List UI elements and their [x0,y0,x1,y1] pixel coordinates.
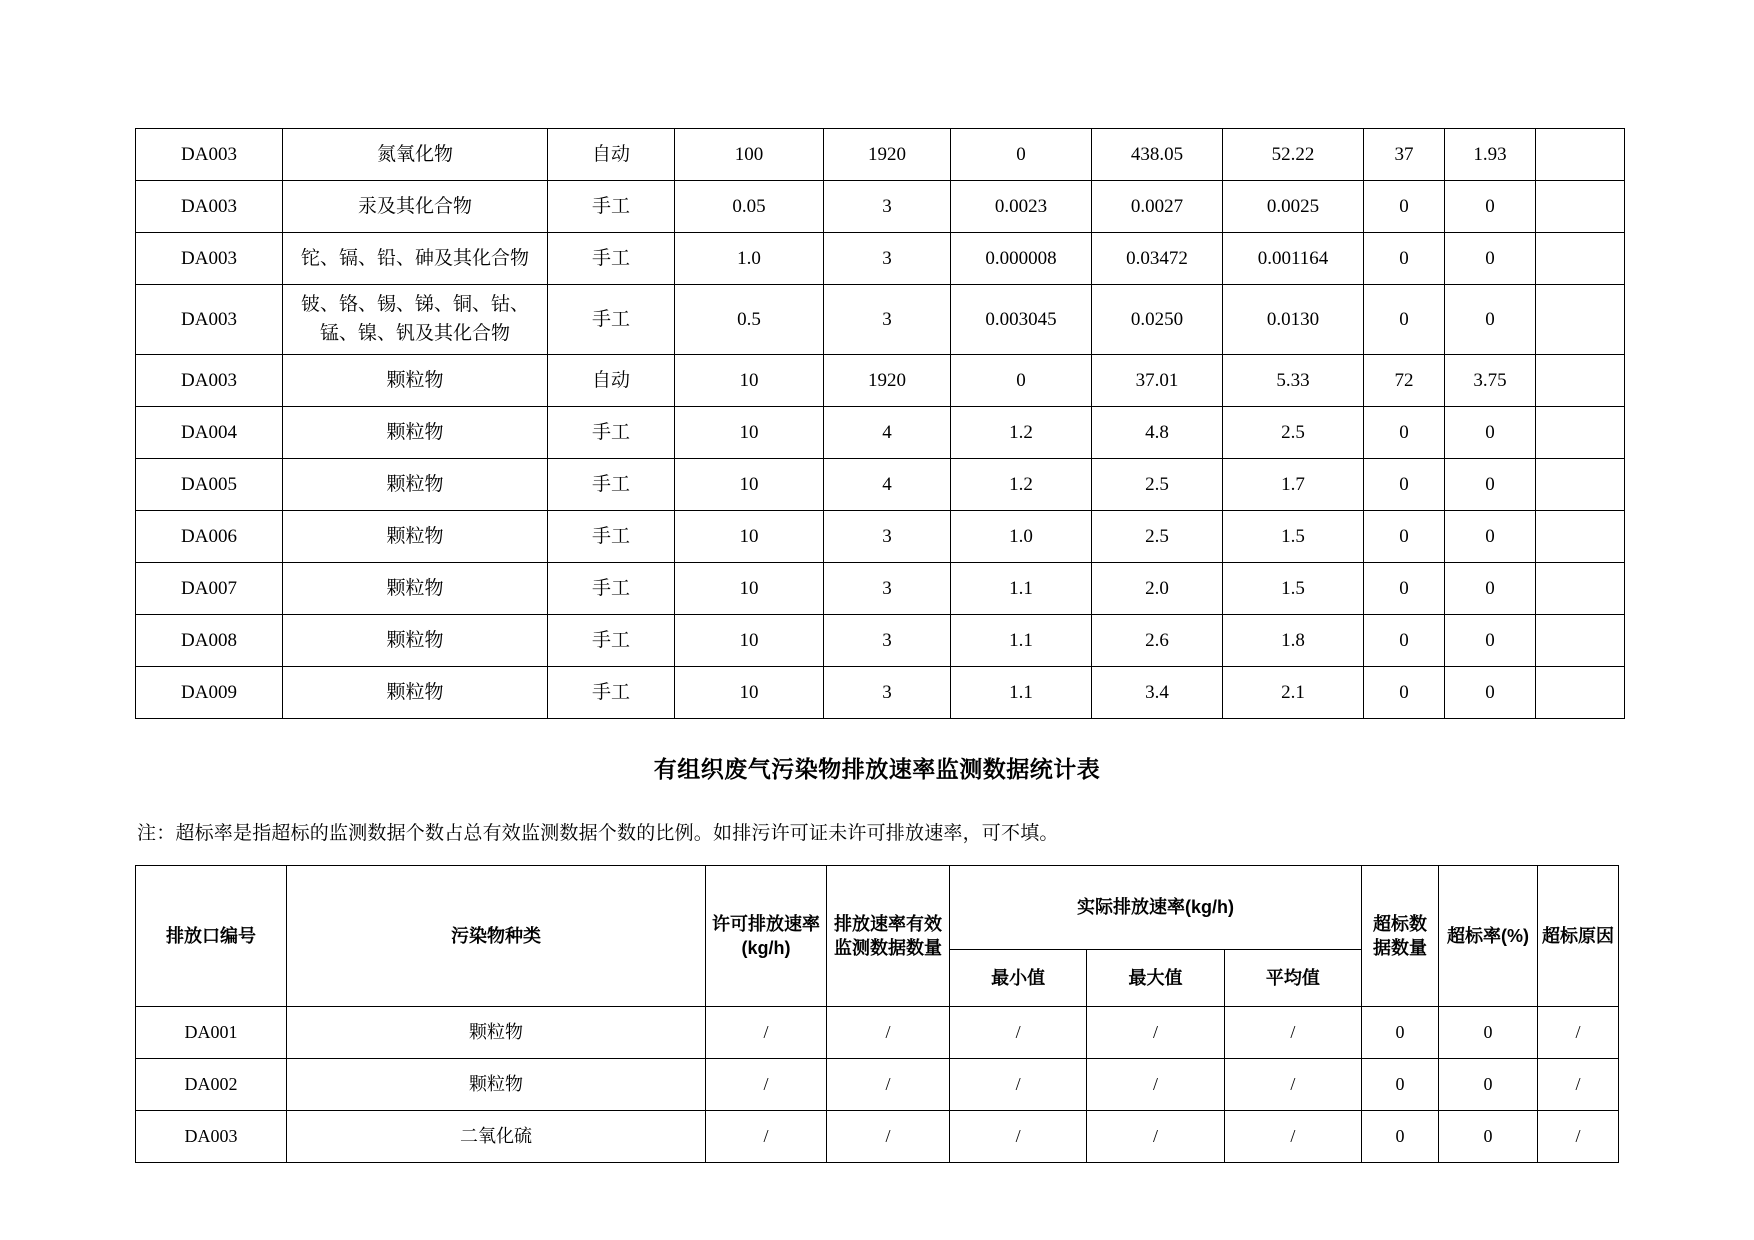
cell-id: DA003 [136,1111,287,1163]
cell-id: DA007 [136,563,283,615]
cell-over: 0 [1364,459,1445,511]
cell-over: 0 [1364,511,1445,563]
cell-id: DA003 [136,181,283,233]
cell-avg: 1.5 [1223,563,1364,615]
cell-type: 颗粒物 [287,1059,706,1111]
cell-min: 0 [951,355,1092,407]
cell-rate: 0 [1445,667,1536,719]
cell-avg: / [1224,1007,1361,1059]
cell-limit: 10 [675,459,824,511]
cell-count: 3 [824,615,951,667]
cell-reason [1536,667,1625,719]
cell-limit: 10 [675,355,824,407]
cell-rate: 0 [1439,1059,1538,1111]
cell-reason: / [1538,1111,1619,1163]
table-row [136,181,1625,233]
table-row [136,407,1625,459]
table-row [136,667,1625,719]
cell-rate: 0 [1445,181,1536,233]
cell-min: 1.2 [951,459,1092,511]
cell-count: 3 [824,667,951,719]
header-min: 最小值 [950,950,1087,1007]
cell-valid: / [827,1111,950,1163]
table-row [136,1059,1619,1111]
cell-type: 汞及其化合物 [283,181,548,233]
header-outlet-id: 排放口编号 [136,866,287,1007]
cell-id: DA006 [136,511,283,563]
cell-max: 0.03472 [1092,233,1223,285]
cell-reason: / [1538,1007,1619,1059]
cell-method: 自动 [548,129,675,181]
cell-avg: 0.0130 [1223,285,1364,355]
cell-count: 4 [824,459,951,511]
cell-reason [1536,285,1625,355]
cell-limit: 10 [675,511,824,563]
cell-min: 0.000008 [951,233,1092,285]
cell-min: 0.0023 [951,181,1092,233]
cell-max: 438.05 [1092,129,1223,181]
cell-max: 2.5 [1092,511,1223,563]
cell-max: 3.4 [1092,667,1223,719]
cell-id: DA009 [136,667,283,719]
cell-reason [1536,511,1625,563]
cell-type: 颗粒物 [283,459,548,511]
cell-type: 铊、镉、铅、砷及其化合物 [283,233,548,285]
cell-min: 1.1 [951,563,1092,615]
cell-type: 颗粒物 [283,355,548,407]
cell-limit: 10 [675,615,824,667]
cell-method: 手工 [548,459,675,511]
cell-limit: 10 [675,563,824,615]
cell-method: 自动 [548,355,675,407]
cell-max: 4.8 [1092,407,1223,459]
cell-over: 72 [1364,355,1445,407]
cell-method: 手工 [548,615,675,667]
cell-count: 3 [824,285,951,355]
cell-over: 0 [1364,181,1445,233]
cell-valid: / [827,1059,950,1111]
cell-avg: / [1224,1059,1361,1111]
table-row [136,615,1625,667]
cell-reason: / [1538,1059,1619,1111]
table-row [136,233,1625,285]
table-row [136,459,1625,511]
cell-avg: 1.8 [1223,615,1364,667]
cell-method: 手工 [548,667,675,719]
cell-method: 手工 [548,181,675,233]
cell-limit: 100 [675,129,824,181]
cell-rate: 3.75 [1445,355,1536,407]
cell-max: 0.0027 [1092,181,1223,233]
cell-rate: 0 [1445,285,1536,355]
cell-count: 1920 [824,129,951,181]
cell-id: DA003 [136,355,283,407]
cell-reason [1536,355,1625,407]
cell-method: 手工 [548,511,675,563]
cell-avg: 1.5 [1223,511,1364,563]
cell-min: 1.0 [951,511,1092,563]
cell-permit: / [706,1007,827,1059]
cell-over: 0 [1364,407,1445,459]
cell-max: 2.0 [1092,563,1223,615]
cell-over: 0 [1364,233,1445,285]
cell-reason [1536,407,1625,459]
cell-max: 0.0250 [1092,285,1223,355]
cell-reason [1536,181,1625,233]
section-title: 有组织废气污染物排放速率监测数据统计表 [653,756,1101,782]
cell-reason [1536,615,1625,667]
cell-id: DA005 [136,459,283,511]
cell-over: 37 [1364,129,1445,181]
cell-rate: 0 [1445,233,1536,285]
cell-permit: / [706,1059,827,1111]
cell-type: 颗粒物 [287,1007,706,1059]
cell-over: 0 [1362,1059,1439,1111]
cell-method: 手工 [548,285,675,355]
cell-limit: 10 [675,407,824,459]
cell-max: 2.5 [1092,459,1223,511]
cell-method: 手工 [548,233,675,285]
cell-min: 0 [951,129,1092,181]
cell-min: 0.003045 [951,285,1092,355]
cell-rate: 0 [1445,459,1536,511]
cell-count: 3 [824,181,951,233]
cell-avg: 1.7 [1223,459,1364,511]
cell-limit: 0.5 [675,285,824,355]
cell-reason [1536,233,1625,285]
cell-method: 手工 [548,563,675,615]
table-top-body [136,129,1625,719]
cell-type: 颗粒物 [283,563,548,615]
cell-id: DA003 [136,233,283,285]
header-max: 最大值 [1087,950,1224,1007]
section-note: 注：超标率是指超标的监测数据个数占总有效监测数据个数的比例。如排污许可证未许可排放速率，可不填。 [137,823,1059,844]
cell-type: 颗粒物 [283,615,548,667]
cell-limit: 1.0 [675,233,824,285]
cell-count: 1920 [824,355,951,407]
cell-id: DA003 [136,285,283,355]
cell-min: / [950,1007,1087,1059]
cell-rate: 0 [1445,407,1536,459]
cell-avg: 0.0025 [1223,181,1364,233]
table-row [136,285,1625,355]
cell-rate: 0 [1439,1111,1538,1163]
cell-count: 4 [824,407,951,459]
cell-min: 1.1 [951,667,1092,719]
cell-count: 3 [824,233,951,285]
cell-type: 颗粒物 [283,667,548,719]
cell-type: 二氧化硫 [287,1111,706,1163]
cell-type: 颗粒物 [283,511,548,563]
cell-avg: / [1224,1111,1361,1163]
cell-count: 3 [824,511,951,563]
cell-over: 0 [1364,667,1445,719]
cell-max: / [1087,1059,1224,1111]
header-permit-rate: 许可排放速率(kg/h) [706,866,827,1007]
cell-max: 37.01 [1092,355,1223,407]
cell-avg: 2.5 [1223,407,1364,459]
header-over-reason: 超标原因 [1538,866,1619,1007]
table-row [136,563,1625,615]
cell-min: 1.2 [951,407,1092,459]
header-over-count: 超标数据数量 [1362,866,1439,1007]
cell-max: / [1087,1111,1224,1163]
header-over-rate: 超标率(%) [1439,866,1538,1007]
cell-rate: 0 [1439,1007,1538,1059]
header-pollutant-type: 污染物种类 [287,866,706,1007]
cell-id: DA001 [136,1007,287,1059]
cell-avg: 5.33 [1223,355,1364,407]
cell-over: 0 [1364,615,1445,667]
cell-id: DA008 [136,615,283,667]
cell-rate: 0 [1445,615,1536,667]
cell-min: / [950,1059,1087,1111]
cell-method: 手工 [548,407,675,459]
cell-over: 0 [1364,563,1445,615]
table-row [136,129,1625,181]
header-avg: 平均值 [1224,950,1361,1007]
cell-limit: 0.05 [675,181,824,233]
cell-rate: 0 [1445,563,1536,615]
cell-over: 0 [1362,1007,1439,1059]
cell-permit: / [706,1111,827,1163]
cell-type: 颗粒物 [283,407,548,459]
cell-id: DA003 [136,129,283,181]
cell-reason [1536,129,1625,181]
cell-rate: 1.93 [1445,129,1536,181]
cell-rate: 0 [1445,511,1536,563]
table-row [136,511,1625,563]
cell-id: DA004 [136,407,283,459]
emission-rate-table [135,865,1619,1163]
cell-over: 0 [1362,1111,1439,1163]
cell-avg: 52.22 [1223,129,1364,181]
cell-reason [1536,563,1625,615]
table-bottom-body [136,1007,1619,1163]
cell-type: 铍、铬、锡、锑、铜、钴、 锰、镍、钒及其化合物 [283,285,548,355]
cell-reason [1536,459,1625,511]
table-bottom-head [136,866,1619,1007]
cell-min: 1.1 [951,615,1092,667]
emission-concentration-table [135,128,1625,719]
cell-min: / [950,1111,1087,1163]
cell-count: 3 [824,563,951,615]
header-valid-count: 排放速率有效监测数据数量 [827,866,950,1007]
cell-valid: / [827,1007,950,1059]
table-row [136,1111,1619,1163]
cell-max: / [1087,1007,1224,1059]
header-actual-rate: 实际排放速率(kg/h) [950,866,1362,950]
cell-limit: 10 [675,667,824,719]
cell-avg: 2.1 [1223,667,1364,719]
table-header-row-main [136,866,1619,950]
cell-id: DA002 [136,1059,287,1111]
cell-max: 2.6 [1092,615,1223,667]
cell-type: 氮氧化物 [283,129,548,181]
table-row [136,355,1625,407]
table-row [136,1007,1619,1059]
cell-avg: 0.001164 [1223,233,1364,285]
cell-over: 0 [1364,285,1445,355]
